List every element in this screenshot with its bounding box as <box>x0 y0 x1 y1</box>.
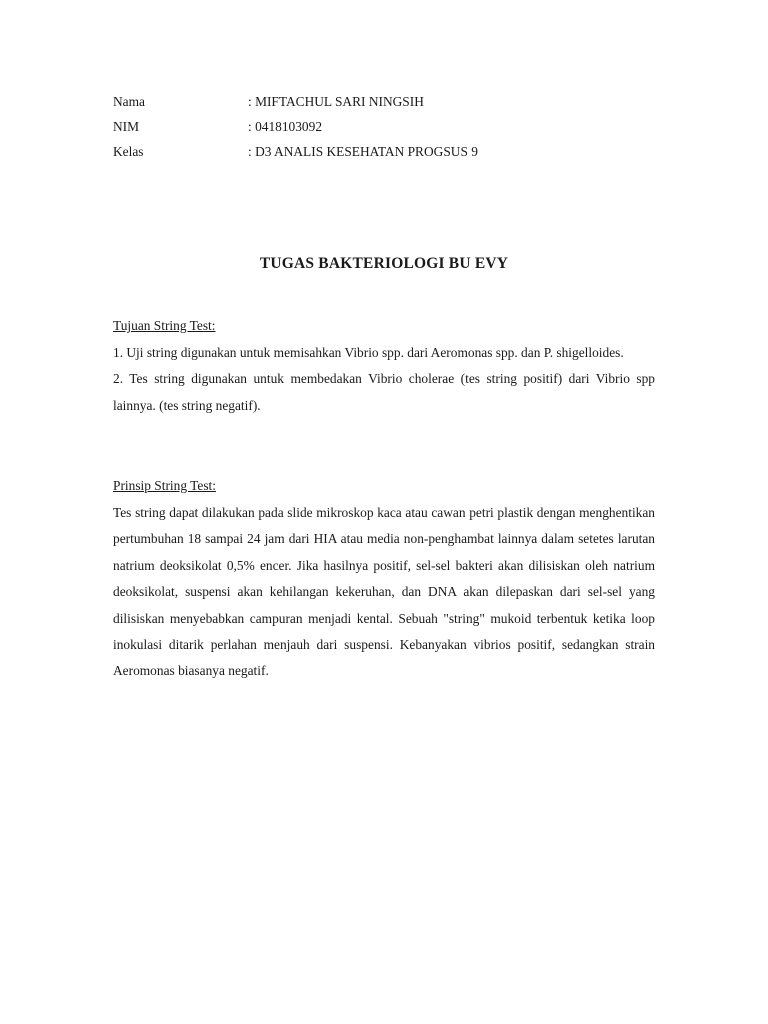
section-prinsip <box>113 476 655 685</box>
field-label-nim: NIM <box>113 119 140 134</box>
section-heading-prinsip: Prinsip String Test: <box>113 478 216 493</box>
document-title: TUGAS BAKTERIOLOGI BU EVY <box>259 255 509 272</box>
section-tujuan <box>113 316 655 419</box>
field-value-nama: : MIFTACHUL SARI NINGSIH <box>248 94 424 109</box>
field-value-nim: : 0418103092 <box>248 119 323 134</box>
field-value-kelas: : D3 ANALIS KESEHATAN PROGSUS 9 <box>248 144 478 159</box>
prinsip-body: Tes string dapat dilakukan pada slide mikroskop kaca atau cawan petri plastik dengan menghentikan pertumbuhan 18 sampai 24 jam dari HIA atau media non-penghambat lainnya dalam setetes larutan natrium deoksikolat 0,5% encer. Jika hasilnya positif, sel-sel bakteri akan dilisiskan oleh natrium deoksikolat, suspensi akan kehilangan kekeruhan, dan DNA akan dilepaskan dari sel-sel yang dilisiskan menyebabkan campuran menjadi kental. Sebuah "string" mukoid terbentuk ketika loop inokulasi ditarik perlahan menjauh dari suspensi. Kebanyakan vibrios positif, sedangkan strain Aeromonas biasanya negatif. <box>113 505 655 679</box>
tujuan-item-1: 1. Uji string digunakan untuk memisahkan Vibrio spp. dari Aeromonas spp. dan P. shigelloides. <box>113 345 624 360</box>
field-label-nama: Nama <box>113 94 145 109</box>
student-info <box>113 92 658 167</box>
field-label-kelas: Kelas <box>113 144 144 159</box>
info-row-nim <box>113 117 658 142</box>
info-row-kelas <box>113 142 658 167</box>
section-heading-tujuan: Tujuan String Test: <box>113 318 216 333</box>
tujuan-item-2: 2. Tes string digunakan untuk membedakan Vibrio cholerae (tes string positif) dari Vibrio spp lainnya. (tes string negatif). <box>113 371 655 413</box>
info-row-nama <box>113 92 658 117</box>
